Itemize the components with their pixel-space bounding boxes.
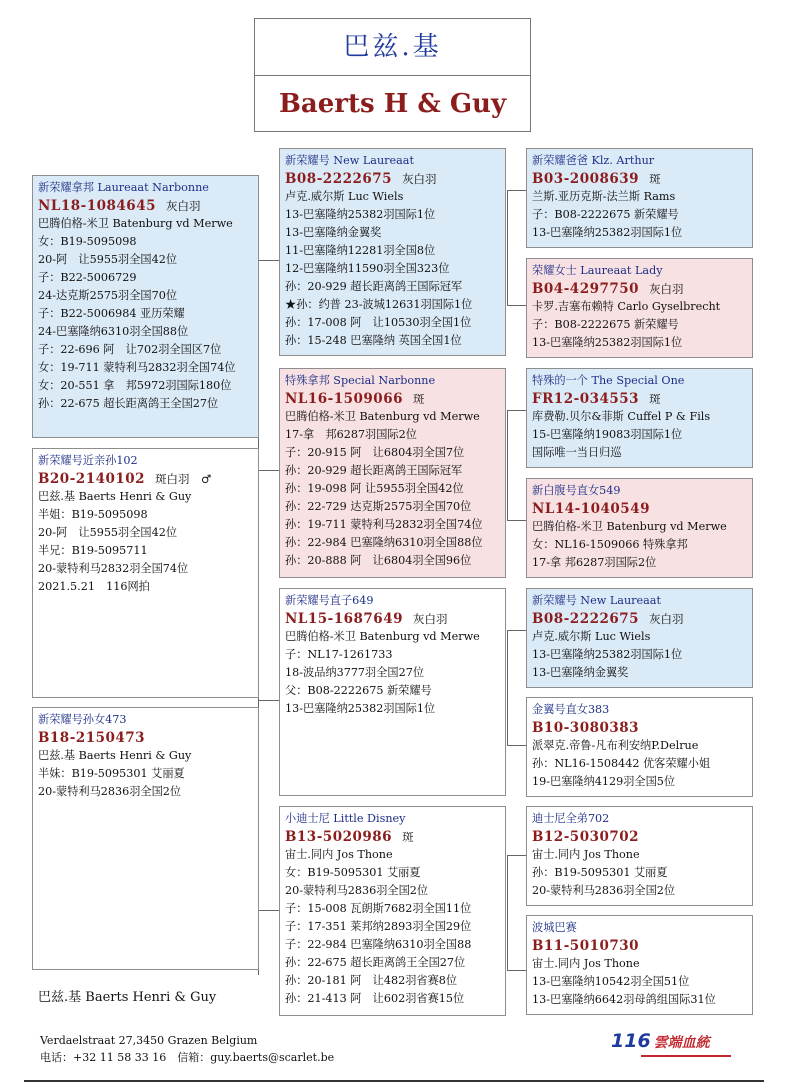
connector-line <box>507 970 526 971</box>
record-line: 13-巴塞隆纳金翼奖 <box>285 226 382 239</box>
record-line: 巴腾伯格-米卫 Batenburg vd Merwe <box>532 520 727 533</box>
connector-line <box>507 520 526 521</box>
plumage-color: 斑白羽 ♂ <box>155 472 212 486</box>
record-line: 卢克.威尔斯 Luc Wiels <box>532 630 651 643</box>
ggp-box-5 <box>526 588 753 688</box>
connector-line <box>507 410 508 520</box>
connector-line <box>507 745 526 746</box>
record-line: 半兄：B19-5095711 <box>38 544 148 557</box>
record-line: 孙：20-929 超长距离鸽王国际冠军 <box>285 464 463 477</box>
subject-pigeon-box <box>32 448 259 698</box>
record-line: 子：17-351 莱邦纳2893羽全国29位 <box>285 920 472 933</box>
grandsire-maternal-box <box>279 588 506 796</box>
connector-line <box>258 470 280 471</box>
record-line: 20-蒙特利马2836羽全国2位 <box>532 884 676 897</box>
owner-name-english: Baerts H & Guy <box>278 89 507 119</box>
connector-line <box>258 260 280 261</box>
record-line: 子：B22-5006984 亚历荣耀 <box>38 307 185 320</box>
contact-info <box>40 1032 334 1066</box>
pigeon-name: 金翼号直女383 <box>532 703 610 716</box>
connector-line <box>507 630 508 745</box>
ring-number: B04-4297750 灰白羽 <box>532 281 684 297</box>
ggp-box-2 <box>526 258 753 358</box>
ring-number: NL18-1084645 灰白羽 <box>38 198 201 214</box>
pigeon-name: 新荣耀号近亲孙102 <box>38 454 138 467</box>
record-line: 孙：NL16-1508442 优客荣耀小姐 <box>532 757 711 770</box>
ring-number: B20-2140102 斑白羽 ♂ <box>38 471 212 487</box>
pigeon-name: 新荣耀号直子649 <box>285 594 374 607</box>
connector-line <box>507 855 508 970</box>
record-line: 孙：20-888 阿 让6804羽全国96位 <box>285 554 472 567</box>
record-line: 巴腾伯格-米卫 Batenburg vd Merwe <box>38 217 233 230</box>
phone-email: 电话：+32 11 58 33 16 信箱：guy.baerts@scarlet.be <box>40 1051 335 1064</box>
record-line: 子：22-696 阿 让702羽全国区7位 <box>38 343 222 356</box>
record-line: 孙：22-984 巴塞隆纳6310羽全国88位 <box>285 536 483 549</box>
pigeon-name: 荣耀女士 Laureaat Lady <box>532 264 663 277</box>
ring-number: B08-2222675 灰白羽 <box>285 171 437 187</box>
record-line: 孙：15-248 巴塞隆纳 英国全国1位 <box>285 334 462 347</box>
ring-number: B11-5010730 <box>532 938 640 954</box>
logo-number: 116 <box>611 1030 651 1052</box>
owner-signature: 巴兹.基 Baerts Henri & Guy <box>38 990 217 1005</box>
pigeon-name: 新白腹号直女549 <box>532 484 621 497</box>
record-line: 子：22-984 巴塞隆纳6310羽全国88 <box>285 938 472 951</box>
record-line: 半姐：B19-5095098 <box>38 508 148 521</box>
logo-text: 雲端血統 <box>653 1035 710 1051</box>
pigeon-name: 特殊的一个 The Special One <box>532 374 685 387</box>
record-line: 13-巴塞隆纳25382羽国际1位 <box>532 648 683 661</box>
record-line: 库费勒.贝尔&菲斯 Cuffel P & Fils <box>532 410 711 423</box>
bottom-rule <box>24 1080 764 1082</box>
record-line: 宙士.同内 Jos Thone <box>532 957 640 970</box>
ring-number: B10-3080383 <box>532 720 640 736</box>
ggp-box-6 <box>526 697 753 797</box>
ring-number: B03-2008639 斑 <box>532 171 661 187</box>
record-line: 孙：17-008 阿 让10530羽全国1位 <box>285 316 472 329</box>
grandsire-paternal-box <box>279 148 506 356</box>
record-line: 父：B08-2222675 新荣耀号 <box>285 684 432 697</box>
record-line: 孙：B19-5095301 艾丽夏 <box>532 866 668 879</box>
plumage-color: 灰白羽 <box>165 199 201 213</box>
ring-number: B08-2222675 灰白羽 <box>532 611 684 627</box>
plumage-color: 斑 <box>402 830 414 844</box>
ggp-box-3 <box>526 368 753 468</box>
connector-line <box>507 630 526 631</box>
record-line: 孙：21-413 阿 让602羽省赛15位 <box>285 992 465 1005</box>
granddam-paternal-box <box>279 368 506 578</box>
ring-number: NL14-1040549 <box>532 501 650 517</box>
record-line: 孙：20-181 阿 让482羽省赛8位 <box>285 974 458 987</box>
record-line: 18-波品纳3777羽全国27位 <box>285 666 425 679</box>
plumage-color: 斑 <box>649 172 661 186</box>
ggp-box-7 <box>526 806 753 906</box>
record-line: 女：20-551 拿 邦5972羽国际180位 <box>38 379 232 392</box>
ggp-box-8 <box>526 915 753 1015</box>
record-line: 兰斯.亚历克斯-法兰斯 Rams <box>532 190 676 203</box>
brand-logo <box>611 1030 710 1052</box>
ring-number: NL15-1687649 灰白羽 <box>285 611 448 627</box>
connector-line <box>258 910 280 911</box>
pigeon-name: 特殊拿邦 Special Narbonne <box>285 374 436 387</box>
pigeon-name: 新荣耀号 New Laureaat <box>285 154 414 167</box>
plumage-color: 斑 <box>649 392 661 406</box>
ring-number: FR12-034553 斑 <box>532 391 661 407</box>
record-line: 子：NL17-1261733 <box>285 648 393 661</box>
granddam-maternal-box <box>279 806 506 1016</box>
record-line: 20-阿 让5955羽全国42位 <box>38 526 178 539</box>
pigeon-name: 新荣耀号 New Laureaat <box>532 594 661 607</box>
record-line: 24-巴塞隆纳6310羽全国88位 <box>38 325 189 338</box>
record-line: 派翠克.帝鲁-凡布利安纳P.Delrue <box>532 739 699 752</box>
record-line: 女：NL16-1509066 特殊拿邦 <box>532 538 688 551</box>
ggp-box-4 <box>526 478 753 578</box>
record-line: 20-阿 让5955羽全国42位 <box>38 253 178 266</box>
record-line: 女：19-711 蒙特利马2832羽全国74位 <box>38 361 236 374</box>
record-line: 20-蒙特利马2836羽全国2位 <box>285 884 429 897</box>
record-line: 11-巴塞隆纳12281羽全国8位 <box>285 244 436 257</box>
plumage-color: 灰白羽 <box>649 612 684 626</box>
plumage-color: 斑 <box>412 392 425 406</box>
record-line: 13-巴塞隆纳金翼奖 <box>532 666 629 679</box>
record-line: 子：15-008 瓦朗斯7682羽全国11位 <box>285 902 472 915</box>
pigeon-name: 新荣耀拿邦 Laureaat Narbonne <box>38 181 209 194</box>
record-line: 13-巴塞隆纳10542羽全国51位 <box>532 975 690 988</box>
record-line: 子：B08-2222675 新荣耀号 <box>532 318 679 331</box>
record-line: 13-巴塞隆纳25382羽国际1位 <box>285 702 436 715</box>
record-line: 巴腾伯格-米卫 Batenburg vd Merwe <box>285 630 480 643</box>
record-line: 卢克.威尔斯 Luc Wiels <box>285 190 404 203</box>
record-line: 孙：19-098 阿 让5955羽全国42位 <box>285 482 464 495</box>
record-line: 孙：19-711 蒙特利马2832羽全国74位 <box>285 518 483 531</box>
subject-sire-box <box>32 175 259 438</box>
record-line: 宙士.同内 Jos Thone <box>285 848 393 861</box>
record-line: 13-巴塞隆纳25382羽国际1位 <box>532 226 683 239</box>
record-line: ★孙：约普 23-波城12631羽国际1位 <box>285 298 473 311</box>
plumage-color: 灰白羽 <box>402 172 437 186</box>
connector-line <box>507 190 526 191</box>
ggp-box-1 <box>526 148 753 248</box>
record-line: 12-巴塞隆纳11590羽全国323位 <box>285 262 450 275</box>
record-line: 子：B08-2222675 新荣耀号 <box>532 208 679 221</box>
record-line: 15-巴塞隆纳19083羽国际1位 <box>532 428 683 441</box>
record-line: 13-巴塞隆纳6642羽母鸽组国际31位 <box>532 993 716 1006</box>
ring-number: NL16-1509066 斑 <box>285 391 425 407</box>
record-line: 20-蒙特利马2832羽全国74位 <box>38 562 189 575</box>
logo-underline <box>641 1055 731 1057</box>
pedigree-header <box>254 18 531 132</box>
record-line: 13-巴塞隆纳25382羽国际1位 <box>285 208 436 221</box>
record-line: 宙士.同内 Jos Thone <box>532 848 640 861</box>
plumage-color: 灰白羽 <box>412 612 448 626</box>
record-line: 17-拿 邦6287羽国际2位 <box>532 556 657 569</box>
record-line: 巴兹.基 Baerts Henri & Guy <box>38 749 192 762</box>
connector-line <box>507 855 526 856</box>
record-line: 巴兹.基 Baerts Henri & Guy <box>38 490 192 503</box>
record-line: 女：B19-5095301 艾丽夏 <box>285 866 421 879</box>
record-line: 13-巴塞隆纳25382羽国际1位 <box>532 336 683 349</box>
record-line: 孙：22-675 超长距离鸽王全国27位 <box>285 956 466 969</box>
owner-name-chinese: 巴兹.基 <box>255 19 530 76</box>
pigeon-name: 迪士尼全弟702 <box>532 812 610 825</box>
ring-number: B12-5030702 <box>532 829 640 845</box>
record-line: 2021.5.21 116网拍 <box>38 580 150 593</box>
record-line: 卡罗.吉塞布赖特 Carlo Gyselbrecht <box>532 300 721 313</box>
record-line: 女：B19-5095098 <box>38 235 137 248</box>
record-line: 孙：20-929 超长距离鸽王国际冠军 <box>285 280 463 293</box>
record-line: 子：B22-5006729 <box>38 271 137 284</box>
address: Verdaelstraat 27,3450 Grazen Belgium <box>40 1034 258 1047</box>
plumage-color: 灰白羽 <box>649 282 684 296</box>
record-line: 子：20-915 阿 让6804羽全国7位 <box>285 446 465 459</box>
record-line: 24-达克斯2575羽全国70位 <box>38 289 178 302</box>
pigeon-name: 新荣耀爸爸 Klz. Arthur <box>532 154 655 167</box>
connector-line <box>507 410 526 411</box>
record-line: 20-蒙特利马2836羽全国2位 <box>38 785 182 798</box>
record-line: 巴腾伯格-米卫 Batenburg vd Merwe <box>285 410 480 423</box>
ring-number: B18-2150473 <box>38 730 146 746</box>
record-line: 17-拿 邦6287羽国际2位 <box>285 428 417 441</box>
pigeon-name: 小迪士尼 Little Disney <box>285 812 406 825</box>
pigeon-name: 新荣耀号孙女473 <box>38 713 127 726</box>
pigeon-name: 波城巴赛 <box>532 921 577 934</box>
ring-number: B13-5020986 斑 <box>285 829 414 845</box>
record-line: 19-巴塞隆纳4129羽全国5位 <box>532 775 676 788</box>
record-line: 国际唯一当日归巡 <box>532 446 622 459</box>
connector-line <box>507 305 526 306</box>
record-line: 半妹：B19-5095301 艾丽夏 <box>38 767 185 780</box>
subject-dam-box <box>32 707 259 970</box>
connector-line <box>507 190 508 305</box>
record-line: 孙：22-729 达克斯2575羽全国70位 <box>285 500 472 513</box>
record-line: 孙：22-675 超长距离鸽王全国27位 <box>38 397 219 410</box>
connector-line <box>258 700 280 701</box>
